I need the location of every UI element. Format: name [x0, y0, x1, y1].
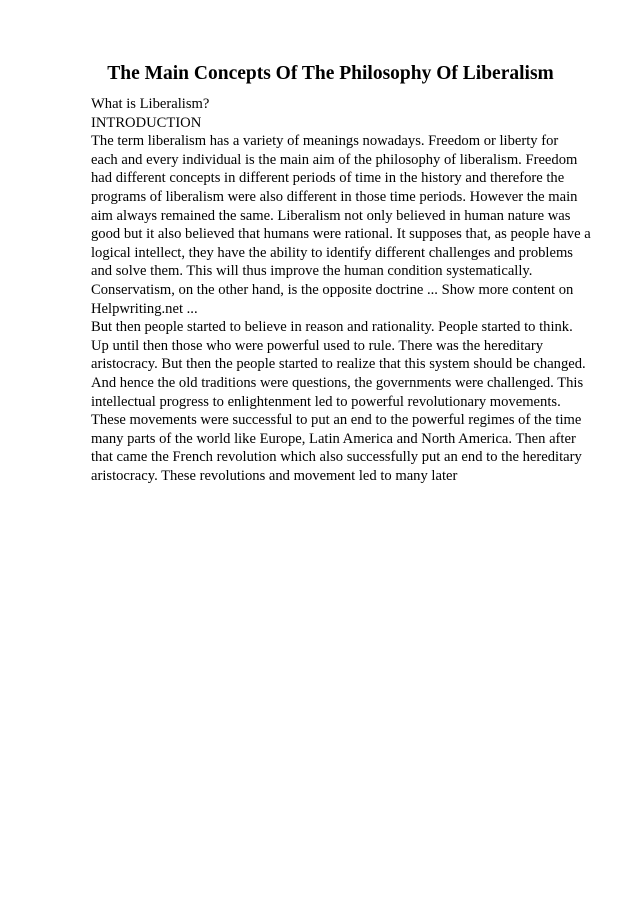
body-line: INTRODUCTION [91, 114, 202, 131]
body-line: intellectual progress to enlightenment led to powerful revolutionary movements. [91, 393, 561, 410]
body-line: What is Liberalism? [91, 96, 210, 112]
body-line: aristocracy. These revolutions and movement led to many later [91, 467, 458, 484]
body-line: good but it also believed that humans were rational. It supposes that, as people have a [91, 226, 591, 243]
body-line: logical intellect, they have the ability to identify different challenges and problems [91, 244, 573, 261]
body-line: programs of liberalism were also different in those time periods. However the main [91, 188, 578, 205]
body-line: These movements were successful to put an end to the powerful regimes of the time [91, 412, 582, 429]
body-line: aim always remained the same. Liberalism not only believed in human nature was [91, 207, 571, 224]
body-line: Up until then those who were powerful used to rule. There was the hereditary [91, 337, 543, 354]
document-title: The Main Concepts Of The Philosophy Of Liberalism [107, 63, 554, 84]
body-line: each and every individual is the main aim of the philosophy of liberalism. Freedom [91, 151, 578, 168]
body-line: had different concepts in different periods of time in the history and therefore the [91, 170, 565, 187]
body-line: Conservatism, on the other hand, is the opposite doctrine ... Show more content on [91, 281, 574, 298]
body-line: Helpwriting.net ... [91, 300, 198, 317]
body-line: The term liberalism has a variety of meanings nowadays. Freedom or liberty for [91, 133, 559, 150]
body-line: But then people started to believe in reason and rationality. People started to think. [91, 319, 573, 336]
body-line: And hence the old traditions were questions, the governments were challenged. This [91, 374, 584, 391]
body-line: many parts of the world like Europe, Latin America and North America. Then after [91, 430, 576, 447]
document-body [91, 95, 601, 485]
body-line: that came the French revolution which also successfully put an end to the hereditary [91, 449, 582, 466]
body-line: and solve them. This will thus improve the human condition systematically. [91, 263, 533, 280]
body-line: aristocracy. But then the people started to realize that this system should be changed. [91, 356, 586, 373]
